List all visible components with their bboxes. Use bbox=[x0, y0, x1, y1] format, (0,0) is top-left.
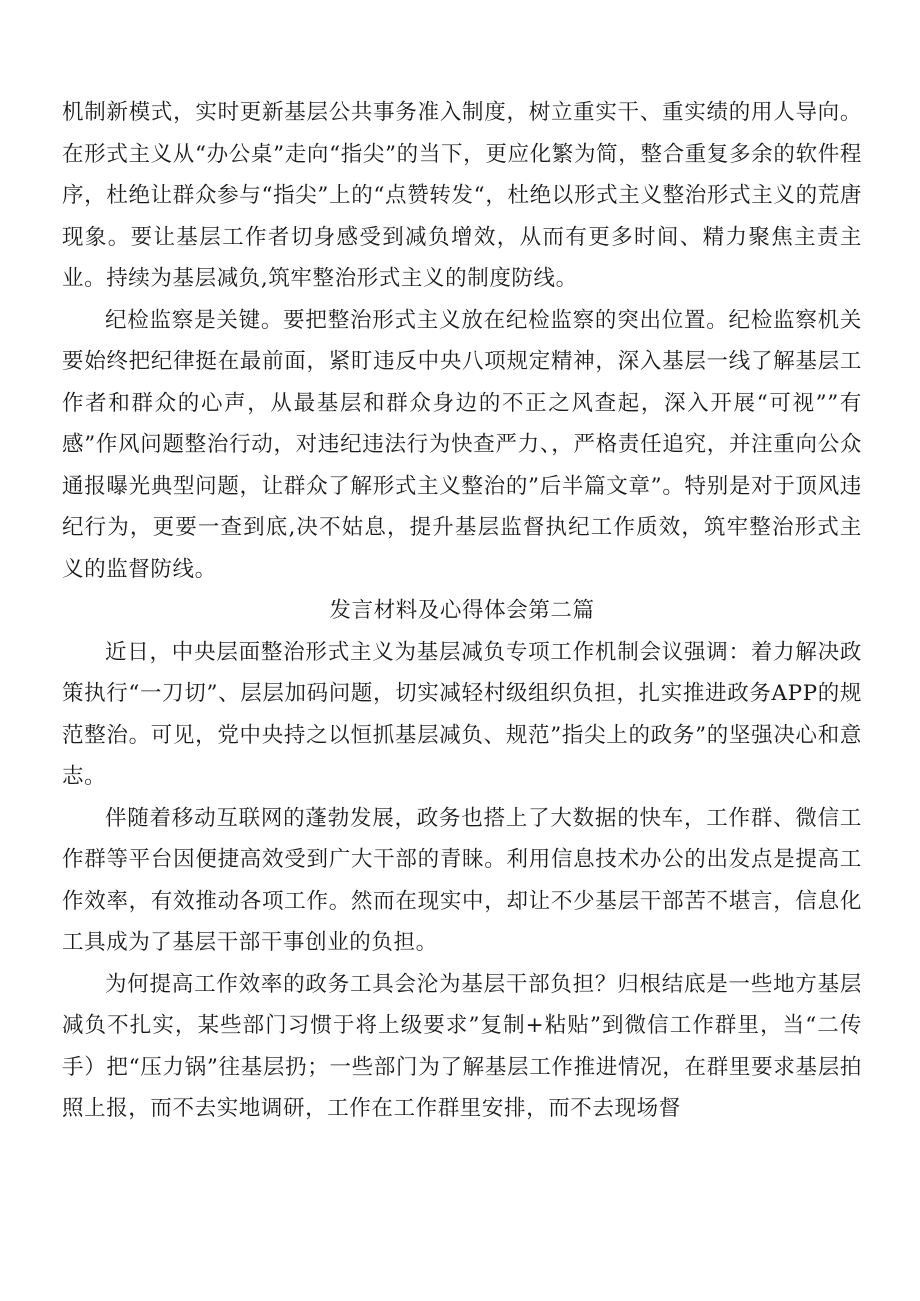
paragraph-4: 伴随着移动互联网的蓬勃发展，政务也搭上了大数据的快车，工作群、微信工作群等平台因便捷高效受到广大干部的青睐。利用信息技术办公的出发点是提高工作效率，有效推动各项工作。然而在现实中，却让不少基层干部苦不堪言，信息化工具成为了基层干部干事创业的负担。 bbox=[62, 805, 862, 955]
paragraph-3: 近日，中央层面整治形式主义为基层减负专项工作机制会议强调：着力解决政策执行“一刀切”、层层加码问题，切实减轻村级组织负担，扎实推进政务APP的规范整治。可见，党中央持之以恒抓基层减负、规范”指尖上的政务”的坚强决心和意志。 bbox=[62, 639, 862, 789]
paragraph-5: 为何提高工作效率的政务工具会沦为基层干部负担？归根结底是一些地方基层减负不扎实，某些部门习惯于将上级要求”复制+粘贴”到微信工作群里，当“二传手）把“压力锅”往基层扔；一些部门为了解基层工作推进情况，在群里要求基层拍照上报，而不去实地调研，工作在工作群里安排，而不去现场督 bbox=[62, 971, 862, 1121]
section-heading: 发言材料及心得体会第二篇 bbox=[329, 598, 595, 623]
document-page bbox=[62, 92, 862, 1130]
paragraph-2: 纪检监察是关键。要把整治形式主义放在纪检监察的突出位置。纪检监察机关要始终把纪律挺在最前面，紧盯违反中央八项规定精神，深入基层一线了解基层工作者和群众的心声，从最基层和群众身边的不正之风查起，深入开展“可视””有感”作风问题整治行动，对违纪违法行为快查严力、，严格责任追究，并注重向公众通报曝光典型问题，让群众了解形式主义整治的”后半篇文章”。特别是对于顶风违纪行为，更要一查到底,决不姑息，提升基层监督执纪工作质效，筑牢整治形式主义的监督防线。 bbox=[62, 307, 862, 582]
paragraph-1: 机制新模式，实时更新基层公共事务准入制度，树立重实干、重实绩的用人导向。在形式主义从“办公桌”走向“指尖”的当下，更应化繁为简，整合重复多余的软件程序，杜绝让群众参与“指尖”上的“点赞转发“，杜绝以形式主义整治形式主义的荒唐现象。要让基层工作者切身感受到减负增效，从而有更多时间、精力聚焦主责主业。持续为基层减负,筑牢整治形式主义的制度防线。 bbox=[62, 100, 862, 291]
